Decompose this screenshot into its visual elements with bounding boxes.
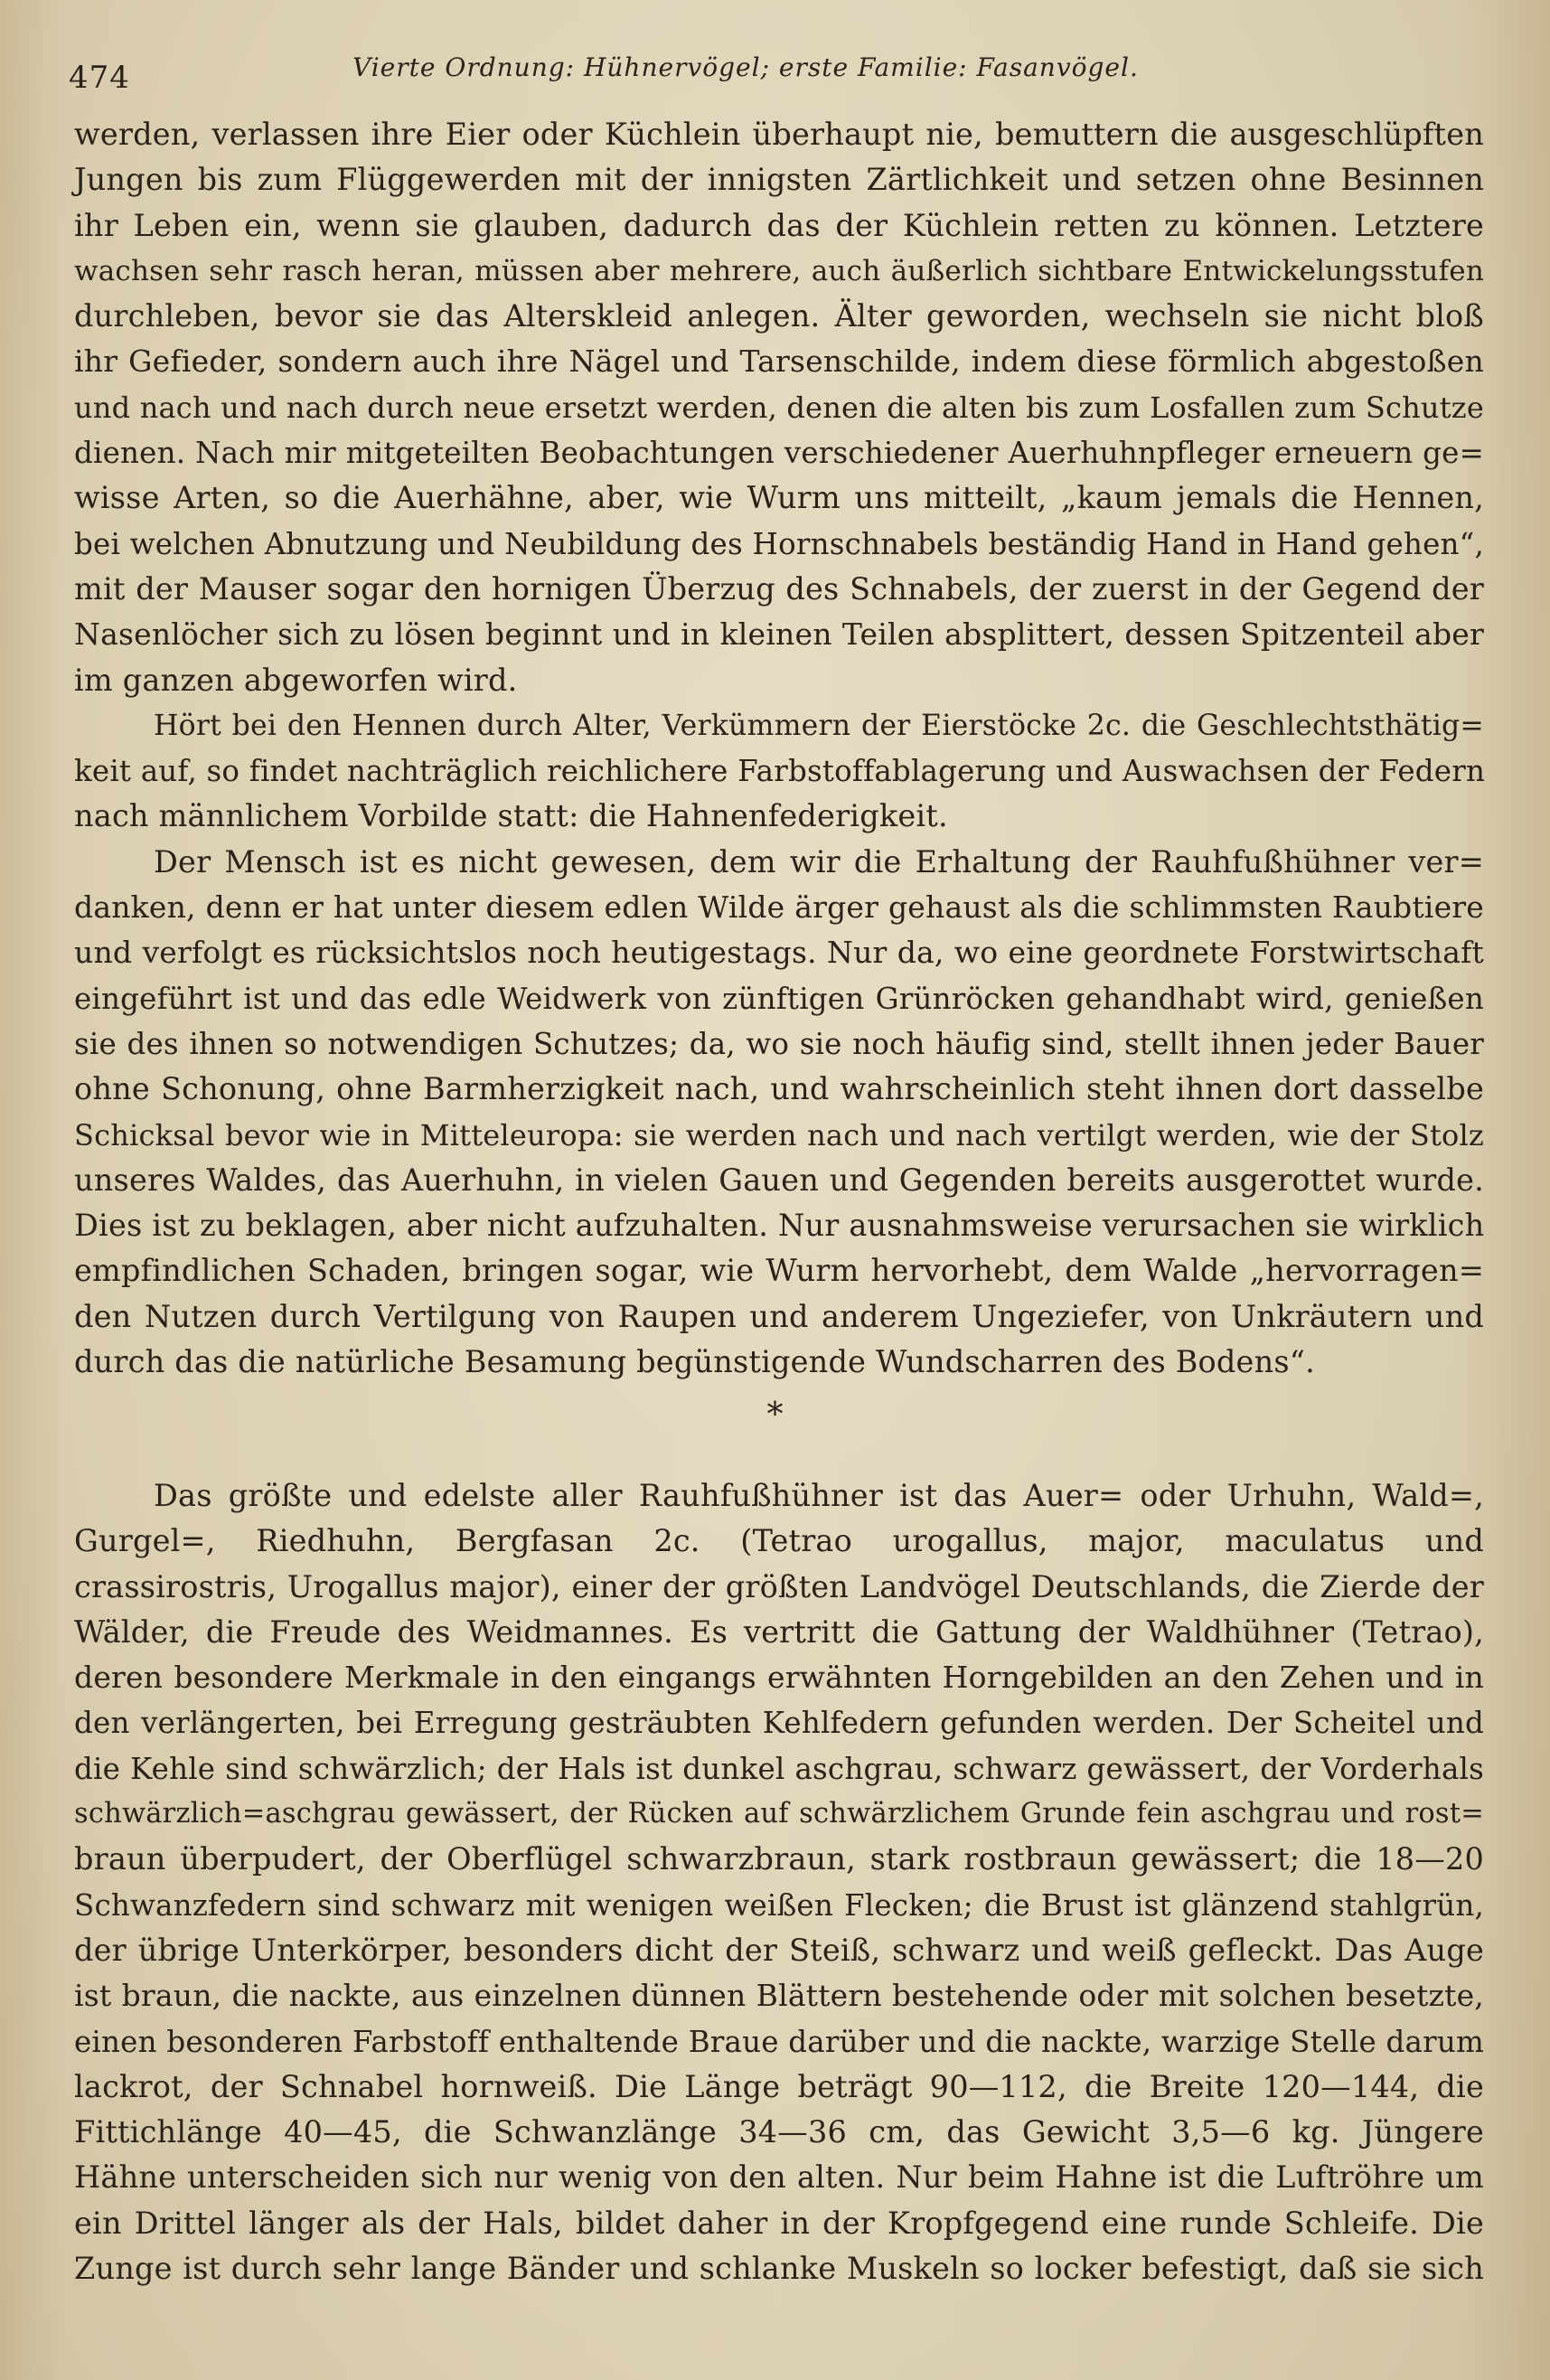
text-line: Jungen bis zum Flüggewerden mit der innigsten Zärtlichkeit und setzen ohne Besinnen xyxy=(74,162,1484,198)
text-line: Schicksal bevor wie in Mitteleuropa: sie werden nach und nach vertilgt werden, wie der Stolz xyxy=(74,1117,1484,1152)
text-line: Dies ist zu beklagen, aber nicht aufzuhalten. Nur ausnahmsweise verursachen sie wirklich xyxy=(74,1208,1485,1244)
running-head: Vierte Ordnung: Hühnervögel; erste Familie: Fasanvögel. xyxy=(352,52,1139,82)
text-line: crassirostris, Urogallus major), einer der größten Landvögel Deutschlands, die Zierde der xyxy=(74,1568,1484,1604)
text-line: und nach und nach durch neue ersetzt werden, denen die alten bis zum Losfallen zum Schutze xyxy=(74,390,1484,425)
text-line: Zunge ist durch sehr lange Bänder und schlanke Muskeln so locker befestigt, daß sie sich xyxy=(74,2251,1484,2287)
text-line: ohne Schonung, ohne Barmherzigkeit nach, und wahrscheinlich steht ihnen dort dasselbe xyxy=(74,1071,1484,1107)
text-line: sie des ihnen so notwendigen Schutzes; da, wo sie noch häufig sind, stellt ihnen jeder Bauer xyxy=(74,1026,1484,1061)
text-line: ist braun, die nackte, aus einzelnen dünnen Blättern bestehende oder mit solchen besetzte, xyxy=(74,1978,1484,2014)
text-line: Nasenlöcher sich zu lösen beginnt und in kleinen Teilen absplittert, dessen Spitzenteil aber xyxy=(74,616,1484,653)
text-line: im ganzen abgeworfen wird. xyxy=(74,662,518,698)
section-2-text xyxy=(74,1473,1484,2291)
text-line: deren besondere Merkmale in den eingangs erwähnten Horngebilden an den Zehen und in xyxy=(74,1660,1484,1696)
text-line: Wälder, die Freude des Weidmannes. Es vertritt die Gattung der Waldhühner (Tetrao), xyxy=(74,1613,1484,1650)
text-line: der übrige Unterkörper, besonders dicht der Steiß, schwarz und weiß gefleckt. Das Auge xyxy=(74,1932,1484,1968)
text-line: Hähne unterscheiden sich nur wenig von den alten. Nur beim Hahne ist die Luftröhre um xyxy=(74,2159,1484,2196)
text-line: mit der Mauser sogar den hornigen Überzug des Schnabels, der zuerst in der Gegend der xyxy=(74,570,1484,607)
text-line: schwärzlich=aschgrau gewässert, der Rücken auf schwärzlichem Grunde fein aschgrau und rost= xyxy=(74,1798,1484,1830)
text-line: werden, verlassen ihre Eier oder Küchlein überhaupt nie, bemuttern die ausgeschlüpften xyxy=(74,117,1484,152)
paragraph-start-line: Das größte und edelste aller Rauhfußhühner ist das Auer= oder Urhuhn, Wald=, xyxy=(154,1478,1484,1513)
text-line: wachsen sehr rasch heran, müssen aber mehrere, auch äußerlich sichtbare Entwickelungsstufen xyxy=(74,254,1484,287)
text-line: wisse Arten, so die Auerhähne, aber, wie Wurm uns mitteilt, „kaum jemals die Hennen, xyxy=(74,480,1484,516)
text-line: keit auf, so findet nachträglich reichlichere Farbstoffablagerung und Auswachsen der Federn xyxy=(74,754,1486,789)
text-line: Schwanzfedern sind schwarz mit wenigen weißen Flecken; die Brust ist glänzend stahlgrün, xyxy=(74,1887,1484,1923)
text-line: durch das die natürliche Besamung begünstigende Wundscharren des Bodens“. xyxy=(74,1344,1315,1380)
text-line: und verfolgt es rücksichtslos noch heutigestags. Nur da, wo eine geordnete Forstwirtschaft xyxy=(74,935,1484,971)
text-line: bei welchen Abnutzung und Neubildung des Hornschnabels beständig Hand in Hand gehen“, xyxy=(74,526,1484,561)
text-line: durchleben, bevor sie das Alterskleid anlegen. Älter geworden, wechseln sie nicht bloß xyxy=(74,298,1484,334)
paragraph-start-line: Hört bei den Hennen durch Alter, Verkümmern der Eierstöcke 2c. die Geschlechtsthätig= xyxy=(154,709,1484,742)
text-line: danken, denn er hat unter diesem edlen Wilde ärger gehaust als die schlimmsten Raubtiere xyxy=(74,889,1484,926)
text-line: nach männlichem Vorbilde statt: die Hahnenfederigkeit. xyxy=(74,798,948,834)
section-separator: * xyxy=(766,1397,784,1434)
text-line: Gurgel=, Riedhuhn, Bergfasan 2c. (Tetrao urogallus, major, maculatus und xyxy=(74,1523,1484,1559)
text-line: den Nutzen durch Vertilgung von Raupen und anderem Ungeziefer, von Unkräutern und xyxy=(74,1298,1484,1334)
text-line: empfindlichen Schaden, bringen sogar, wie Wurm hervorhebt, dem Walde „hervorragen= xyxy=(74,1253,1484,1289)
text-line: braun überpudert, der Oberflügel schwarzbraun, stark rostbraun gewässert; die 18—20 xyxy=(74,1841,1484,1877)
text-line: ein Drittel länger als der Hals, bildet daher in der Kropfgegend eine runde Schleife. Die xyxy=(74,2205,1484,2241)
text-line: die Kehle sind schwärzlich; der Hals ist dunkel aschgrau, schwarz gewässert, der Vorderhals xyxy=(74,1751,1484,1786)
paragraph-start-line: Der Mensch ist es nicht gewesen, dem wir die Erhaltung der Rauhfußhühner ver= xyxy=(154,843,1484,880)
text-line: den verlängerten, bei Erregung gesträubten Kehlfedern gefunden werden. Der Scheitel und xyxy=(74,1706,1484,1741)
section-1-text xyxy=(74,112,1484,1385)
text-line: lackrot, der Schnabel hornweiß. Die Länge beträgt 90—112, die Breite 120—144, die xyxy=(74,2068,1484,2104)
text-line: einen besonderen Farbstoff enthaltende Braue darüber und die nackte, warzige Stelle darum xyxy=(74,2024,1484,2059)
page-number: 474 xyxy=(69,60,130,96)
text-line: Fittichlänge 40—45, die Schwanzlänge 34—36 cm, das Gewicht 3,5—6 kg. Jüngere xyxy=(74,2114,1484,2150)
text-line: ihr Gefieder, sondern auch ihre Nägel und Tarsenschilde, indem diese förmlich abgestoßen xyxy=(74,343,1484,380)
text-line: eingeführt ist und das edle Weidwerk von zünftigen Grünröcken gehandhabt wird, genießen xyxy=(74,981,1484,1016)
text-line: dienen. Nach mir mitgeteilten Beobachtungen verschiedener Auerhuhnpfleger erneuern ge= xyxy=(74,436,1484,471)
text-line: ihr Leben ein, wenn sie glauben, dadurch das der Küchlein retten zu können. Letztere xyxy=(74,207,1484,243)
text-line: unseres Waldes, das Auerhuhn, in vielen Gauen und Gegenden bereits ausgerottet wurde. xyxy=(74,1162,1484,1198)
